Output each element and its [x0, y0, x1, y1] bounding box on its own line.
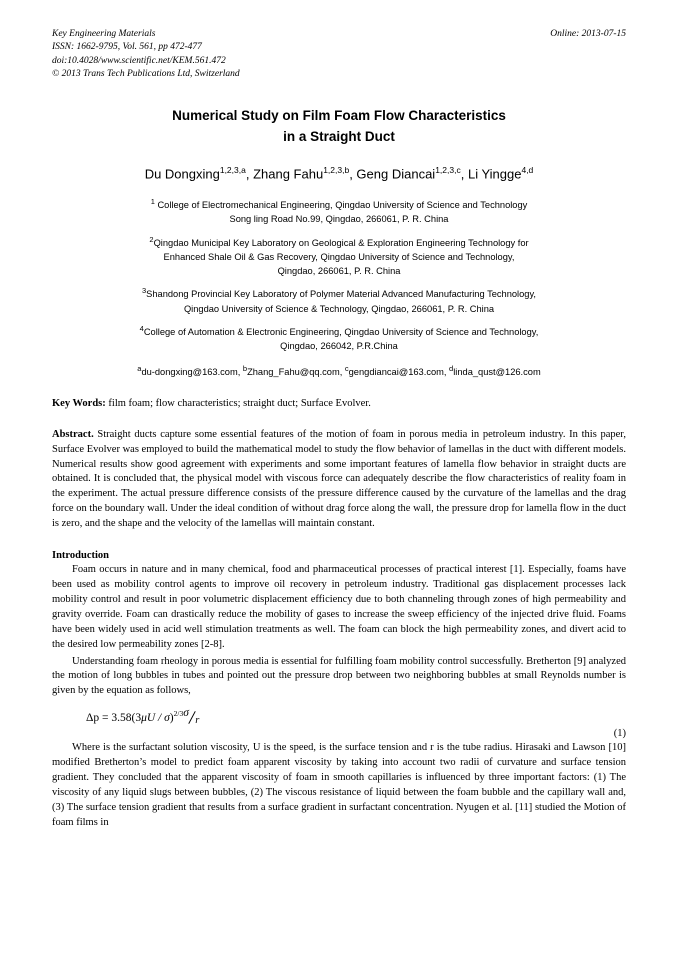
author-3-affil-marker: 1,2,3,c — [435, 164, 461, 175]
email-b-marker: b — [242, 364, 248, 374]
affiliation-4-marker: 4 — [139, 324, 144, 334]
header-left-block — [52, 28, 240, 82]
email-d[interactable]: linda_qust@126.com — [453, 367, 541, 378]
affiliation-4-line-1: College of Automation & Electronic Engineering, Qingdao University of Science and Technology, — [143, 327, 539, 338]
issn-volume: ISSN: 1662-9795, Vol. 561, pp 472-477 — [52, 42, 202, 53]
equation-1-sigma: σ — [164, 712, 170, 725]
doi-line: doi:10.4028/www.scientific.net/KEM.561.472 — [52, 55, 226, 66]
abstract-text: Straight ducts capture some essential features of the motion of foam in porous media in petroleum industry. In this paper, Surface Evolver was employed to build the mathematical model to study the flow behavior of lamellas in the duct with different models. Numerical results show good agreement with experiments and some important features of lamella flow behavior in straight ducts are obtained. It is concluded that, the physical model with viscous force can adequately describe the flow characteristics of reality foam in the experiment. The actual pressure difference consists of the pressure difference caused by the curvature of the lamellas and the drag force on the boundary wall. Under the ideal condition of without drag force along the wall, the pressure drop for lamella flow in the duct is zero, and the shape and the velocity of the lamellas will maintain constant. — [52, 428, 626, 530]
author-3-name: Geng Diancai — [356, 166, 436, 182]
email-a-marker: a — [137, 364, 142, 374]
page-title — [52, 106, 626, 148]
affiliation-3-line-2: Qingdao University of Science & Technology, Qingdao, 266061, P. R. China — [183, 303, 495, 314]
affiliation-4-line-2: Qingdao, 266042, P.R.China — [280, 341, 398, 352]
author-4-affil-marker: 4,d — [521, 164, 534, 175]
author-4-name: Li Yingge — [467, 166, 522, 182]
author-sep-3: , — [460, 166, 468, 182]
header-right-block — [550, 28, 626, 41]
abstract-label: Abstract. — [52, 428, 94, 440]
keywords-label: Key Words: — [52, 397, 106, 409]
email-a[interactable]: du-dongxing@163.com, — [141, 367, 243, 378]
author-emails — [52, 364, 626, 377]
equation-1 — [52, 709, 626, 726]
author-1-affil-marker: 1,2,3,a — [219, 164, 246, 175]
introduction-paragraph-3: Where is the surfactant solution viscosity, U is the speed, is the surface tension and r is the tube radius. Hirasaki and Lawson [10] modified Bretherton’s model to predict foam apparent viscosity by taking into account two radii of curvature and surface tension gradient. They concluded that the apparent viscosity of foam in smooth capillaries is influenced by three important factors: (1) The viscosity of any liquid slugs between bubbles, (2) The viscous resistance of liquid between the foam bubble and the capillary wall and, (3) The surface tension gradient that results from a surface gradient in surfactant concentration. Nyugen et al. [11] studied the Motion of foam films in — [52, 742, 626, 828]
author-sep-1: , — [245, 166, 254, 182]
email-c-marker: c — [344, 364, 349, 374]
equation-1-close: ) — [169, 712, 174, 725]
title-line-2: in a Straight Duct — [283, 128, 395, 144]
keywords-text: film foam; flow characteristics; straight duct; Surface Evolver. — [105, 397, 371, 409]
affiliation-3 — [52, 285, 626, 316]
affiliation-3-marker: 3 — [141, 286, 147, 296]
email-b[interactable]: Zhang_Fahu@qq.com, — [247, 367, 345, 378]
author-2-name: Zhang Fahu — [253, 166, 324, 182]
online-date: Online: 2013-07-15 — [550, 29, 626, 39]
introduction-heading: Introduction — [52, 550, 109, 562]
equation-1-exponent: 2/3 — [173, 709, 184, 719]
affiliation-1 — [52, 196, 626, 227]
equation-1-denominator: r — [195, 715, 200, 727]
equation-1-fraction — [183, 707, 205, 727]
affiliation-2-marker: 2 — [149, 234, 154, 244]
affiliation-2 — [52, 234, 626, 279]
affiliation-2-line-3: Qingdao, 266061, P. R. China — [277, 265, 401, 276]
affiliation-3-line-1: Shandong Provincial Key Laboratory of Polymer Material Advanced Manufacturing Technology, — [146, 289, 536, 300]
page-header — [52, 28, 626, 82]
author-sep-2: , — [349, 166, 357, 182]
author-1-name: Du Dongxing — [144, 166, 220, 182]
copyright-line: © 2013 Trans Tech Publications Ltd, Switzerland — [52, 69, 240, 80]
journal-name: Key Engineering Materials — [52, 29, 156, 39]
affiliation-list — [52, 196, 626, 355]
email-c[interactable]: gengdiancai@163.com, — [348, 367, 450, 378]
equation-1-mid: U / — [146, 712, 165, 725]
introduction-paragraph-1: Foam occurs in nature and in many chemical, food and pharmaceutical processes of practical interest [1]. Especially, foams have been used as mobility control agents to improve oil recovery in petroleum industry. Traditional gas displacement processes lack mobility control and result in poor volumetric displacement efficiency due to both channeling through zones of high permeability and gravity override. Foam can drastically reduce the mobility of gases to increase the sweep efficiency of the injected drive fluid. Foams have been widely used in acid well stimulation treatments as well. The foam can block the high permeability zones, and divert acid to the desired low permeability zones [2-8]. — [52, 564, 626, 650]
affiliation-4 — [52, 323, 626, 354]
equation-1-body — [52, 709, 626, 726]
affiliation-2-line-1: Qingdao Municipal Key Laboratory on Geological & Exploration Engineering Technology for — [153, 237, 529, 248]
title-line-1: Numerical Study on Film Foam Flow Characteristics — [172, 107, 506, 123]
introduction-paragraph-2: Understanding foam rheology in porous media is essential for fulfilling foam mobility control successfully. Bretherton [9] analyzed the motion of long bubbles in tubes and pointed out the pressure drop between two neighboring bubbles at small Reynolds number is given by the equation as follows, — [52, 655, 626, 697]
author-2-affil-marker: 1,2,3,b — [323, 164, 350, 175]
equation-1-lhs: Δp = 3.58(3 — [86, 712, 142, 725]
equation-1-numerator: σ — [183, 707, 189, 720]
equation-1-mu: μ — [141, 712, 147, 725]
equation-1-number: (1) — [613, 728, 626, 740]
email-d-marker: d — [449, 364, 454, 374]
author-list — [52, 164, 626, 184]
affiliation-2-line-2: Enhanced Shale Oil & Gas Recovery, Qingdao University of Science and Technology, — [163, 251, 515, 262]
affiliation-1-line-2: Song ling Road No.99, Qingdao, 266061, P. R. China — [229, 213, 449, 224]
abstract-block — [52, 428, 626, 532]
affiliation-1-line-1: College of Electromechanical Engineering, Qingdao University of Science and Technology — [154, 199, 528, 210]
keywords-block — [52, 396, 626, 411]
affiliation-1-marker: 1 — [150, 196, 155, 206]
